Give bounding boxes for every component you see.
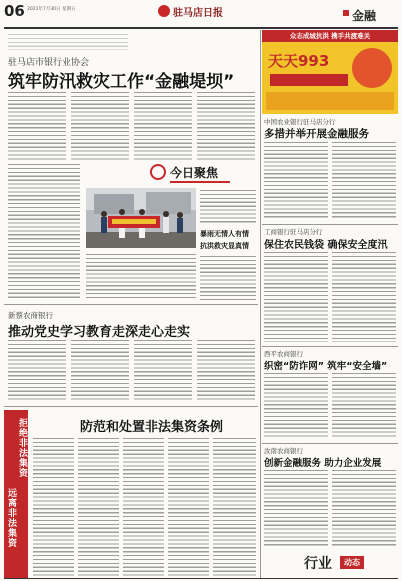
lead-body-col-1 [8,92,66,160]
section-marker-icon [343,10,349,16]
header-rule [4,27,398,29]
regulation-body-col-5 [213,438,256,576]
focus-ring-icon [150,164,166,180]
lead-headline: 筑牢防汛救灾工作“金融堤坝” [8,72,235,92]
right-article-2-kicker: 工商银行驻马店分行 [264,228,323,236]
right-article-4-headline: 创新金融服务 助力企业发展 [264,458,382,469]
lead-subkicker-lines [8,34,128,50]
right-article-1-kicker: 中国农业银行驻马店分行 [264,118,336,126]
right-article-3-headline: 织密“防诈网” 筑牢“安全墙” [264,361,388,372]
right-divider-1 [262,224,398,225]
badge-main-label: 行业 [304,556,332,572]
caption-line-1: 暴雨无情人有情 [200,230,249,238]
advertisement [262,30,398,114]
party-body-col-2 [71,340,129,402]
right-article-3-body-col-1 [264,373,328,439]
right-article-1-body-col-1 [264,142,328,220]
caption-line-2: 抗洪救灾显真情 [200,242,249,250]
lead-body-col-3 [134,92,192,160]
right-article-4-body-col-2 [332,470,396,546]
lead-photo-caption-text [86,254,196,300]
photo-caption-box [200,228,257,253]
right-article-1-headline: 多措并举开展金融服务 [264,128,369,140]
right-article-2-body-col-2 [332,252,396,342]
banner-line-2: 远离非法集资 [6,488,16,548]
right-article-4-kicker: 汝南农商银行 [264,447,303,455]
page-number: 06 [4,2,25,20]
regulation-body-col-3 [123,438,164,576]
footer-rule [4,578,398,579]
industry-news-badge [300,550,396,576]
masthead-logo: 驻马店日报 [173,8,223,19]
lead-body-col-left [8,164,80,300]
anti-fraud-banner [4,410,28,578]
lead-body-col-photo-right [200,190,256,224]
lead-photo [86,188,196,248]
right-article-3-kicker: 西平农商银行 [264,350,303,358]
right-article-1-body-col-2 [332,142,396,220]
regulation-body-col-4 [168,438,209,576]
right-article-4-body-col-1 [264,470,328,546]
right-article-3-body-col-2 [332,373,396,439]
regulation-body-col-1 [33,438,74,576]
lead-body-col-2 [71,92,129,160]
right-article-2-body-col-1 [264,252,328,342]
ad-product-icon [352,48,392,88]
lead-photo-image [86,188,196,248]
party-headline: 推动党史学习教育走深走心走实 [8,325,191,340]
regulation-headline: 防范和处置非法集资条例 [80,420,224,435]
badge-tag-label: 动态 [340,556,364,569]
party-divider [4,406,258,407]
banner-line-1: 拒绝非法集资 [17,418,27,478]
party-kicker: 新蔡农商银行 [8,311,53,320]
party-body-col-3 [134,340,192,402]
lead-divider [4,304,258,305]
focus-badge-label: 今日聚焦 [170,166,219,180]
lead-body-col-4 [197,92,255,160]
lead-kicker: 驻马店市银行业协会 [8,58,90,68]
ad-ribbon [270,74,348,86]
issue-date: 2021年7月30日 星期五 [27,7,76,12]
ad-brand: 天天993 [268,52,330,70]
right-divider-2 [262,346,398,347]
right-divider-3 [262,443,398,444]
regulation-body-col-2 [78,438,119,576]
masthead-emblem-icon [158,5,170,17]
party-body-col-1 [8,340,66,402]
section-title: 金融 [352,9,377,23]
party-body-col-4 [197,340,255,402]
right-article-2-headline: 保住农民钱袋 确保安全度汛 [264,240,388,251]
ad-footer-strip [266,92,394,110]
focus-underline [170,181,230,183]
column-divider [260,30,261,578]
ad-banner: 众志成城抗洪 携手共渡难关 [262,30,398,42]
lead-body-col-caption-below [200,256,256,300]
today-focus-badge [150,162,232,184]
